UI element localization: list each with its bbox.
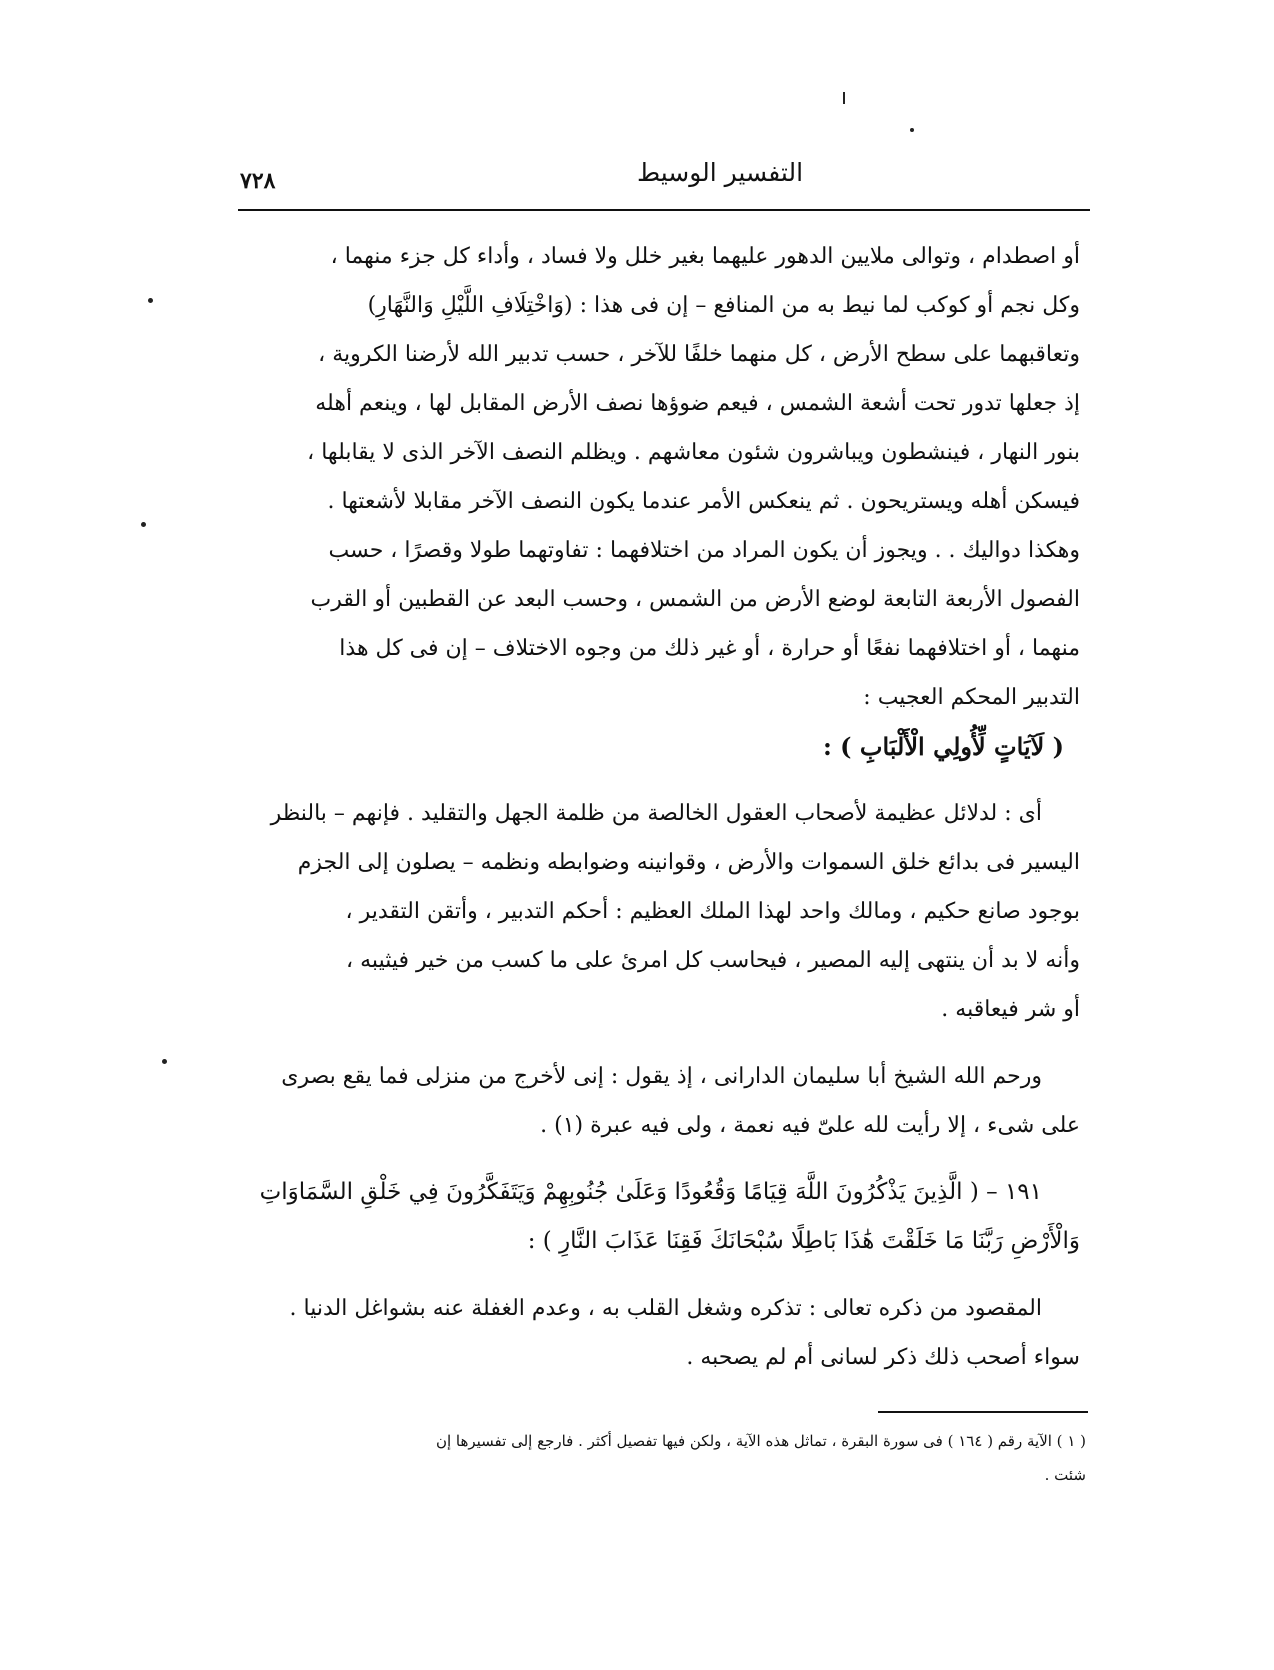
body-text: [246, 232, 1080, 1382]
verse-line: ١٩١ – ( الَّذِينَ يَذْكُرُونَ اللَّهَ قِيَامًا وَقُعُودًا وَعَلَىٰ جُنُوبِهِمْ وَيَتَفَكَّرُونَ فِي خَلْقِ السَّمَاوَاتِ: [259, 1179, 1042, 1205]
text-line: على شىء ، إلا رأيت لله علىّ فيه نعمة ، ولى فيه عبرة (١) .: [540, 1113, 1080, 1138]
scan-speck: [148, 298, 153, 303]
verse-text: ( لَآيَاتٍ لِّأُولِي الْأَلْبَابِ ) :: [822, 732, 1064, 761]
verse-paragraph: [246, 1168, 1080, 1266]
text-line: بنور النهار ، فينشطون ويباشرون شئون معاشهم . ويظلم النصف الآخر الذى لا يقابلها ،: [307, 440, 1080, 465]
footnote: [246, 1424, 1086, 1492]
verse-line: وَالْأَرْضِ رَبَّنَا مَا خَلَقْتَ هَٰذَا بَاطِلًا سُبْحَانَكَ فَقِنَا عَذَابَ النَّارِ ) :: [527, 1228, 1080, 1254]
text-line: الفصول الأربعة التابعة لوضع الأرض من الشمس ، وحسب البعد عن القطبين أو القرب: [310, 587, 1080, 612]
page-number: ٧٢٨: [240, 168, 276, 194]
scan-speck: [162, 1059, 167, 1064]
text-line: أى : لدلائل عظيمة لأصحاب العقول الخالصة من ظلمة الجهل والتقليد . فإنهم – بالنظر: [270, 801, 1042, 826]
paragraph: [246, 232, 1080, 722]
footnote-rule: [878, 1411, 1088, 1413]
scan-speck: [910, 128, 914, 132]
paragraph: [246, 789, 1080, 1034]
text-line: وأنه لا بد أن ينتهى إليه المصير ، فيحاسب كل امرئ على ما كسب من خير فيثيبه ،: [346, 948, 1080, 973]
text-line: إذ جعلها تدور تحت أشعة الشمس ، فيعم ضوؤها نصف الأرض المقابل لها ، وينعم أهله: [315, 391, 1080, 416]
text-line: اليسير فى بدائع خلق السموات والأرض ، وقوانينه وضوابطه ونظمه – يصلون إلى الجزم: [297, 850, 1080, 875]
footnote-line: ( ١ ) الآية رقم ( ١٦٤ ) فى سورة البقرة ، تماثل هذه الآية ، ولكن فيها تفصيل أكثر . فارجع إلى تفسيرها إن: [435, 1432, 1086, 1450]
text-line: أو اصطدام ، وتوالى ملايين الدهور عليهما بغير خلل ولا فساد ، وأداء كل جزء منهما ،: [330, 244, 1080, 269]
page-header: [240, 158, 1090, 208]
paragraph: [246, 1284, 1080, 1382]
text-line: ورحم الله الشيخ أبا سليمان الدارانى ، إذ يقول : إنى لأخرج من منزلى فما يقع بصرى: [281, 1064, 1042, 1089]
header-rule: [238, 209, 1090, 211]
text-line: فيسكن أهله ويستريحون . ثم ينعكس الأمر عندما يكون النصف الآخر مقابلا لأشعتها .: [327, 489, 1080, 514]
running-title: التفسير الوسيط: [636, 158, 804, 187]
scan-speck: [843, 92, 845, 104]
text-line: التدبير المحكم العجيب :: [863, 685, 1080, 710]
scan-speck: [141, 522, 146, 527]
text-line: وتعاقبهما على سطح الأرض ، كل منهما خلفًا للآخر ، حسب تدبير الله لأرضنا الكروية ،: [318, 342, 1080, 367]
footnote-line: شئت .: [1044, 1466, 1086, 1484]
text-line: سواء أصحب ذلك ذكر لسانى أم لم يصحبه .: [686, 1345, 1080, 1370]
text-line: أو شر فيعاقبه .: [941, 997, 1080, 1022]
text-line: بوجود صانع حكيم ، ومالك واحد لهذا الملك العظيم : أحكم التدبير ، وأتقن التقدير ،: [345, 899, 1080, 924]
verse-heading: [246, 722, 1080, 771]
text-line: المقصود من ذكره تعالى : تذكره وشغل القلب به ، وعدم الغفلة عنه بشواغل الدنيا .: [289, 1296, 1042, 1321]
text-line: وهكذا دواليك . . ويجوز أن يكون المراد من اختلافهما : تفاوتهما طولا وقصرًا ، حسب: [328, 538, 1080, 563]
paragraph: [246, 1052, 1080, 1150]
text-line: وكل نجم أو كوكب لما نيط به من المنافع – إن فى هذا : (وَاخْتِلَافِ اللَّيْلِ وَالنَّهَارِ): [367, 293, 1080, 318]
text-line: منهما ، أو اختلافهما نفعًا أو حرارة ، أو غير ذلك من وجوه الاختلاف – إن فى كل هذا: [339, 636, 1080, 661]
